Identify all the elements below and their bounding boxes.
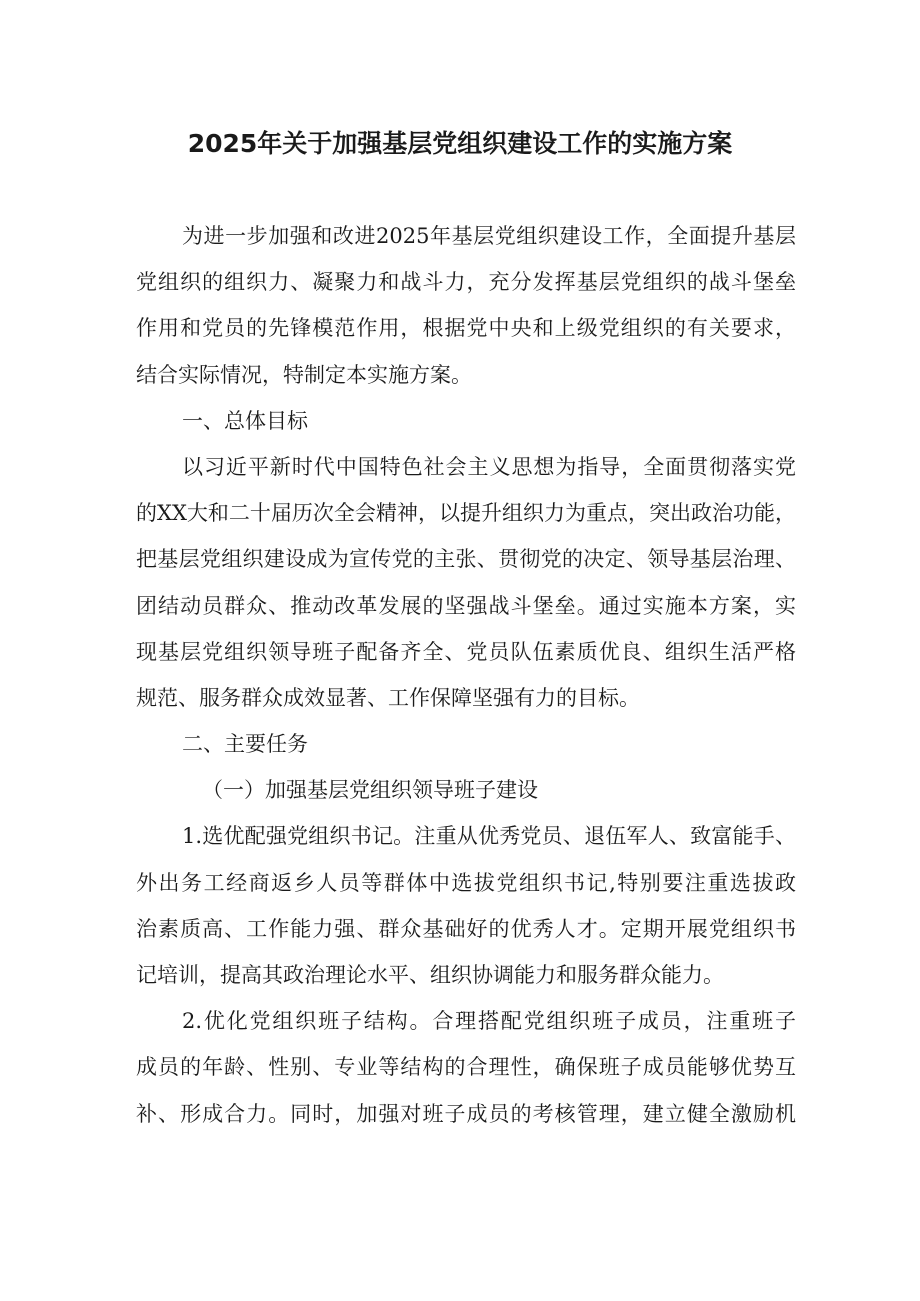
paragraph-line: 结合实际情况，特制定本实施方案。 [136, 362, 472, 387]
paragraph-line: 规范、服务群众成效显著、工作保障坚强有力的目标。 [136, 685, 640, 710]
paragraph-line: 记培训，提高其政治理论水平、组织协调能力和服务群众能力。 [136, 963, 724, 987]
paragraph-line: 补、形成合力。同时，加强对班子成员的考核管理，建立健全激励机 [136, 1101, 796, 1126]
paragraph-line: 把基层党组织建设成为宣传党的主张、贯彻党的决定、领导基层治理、 [136, 547, 796, 572]
paragraph-line: 作用和党员的先锋模范作用，根据党中央和上级党组织的有关要求， [136, 316, 796, 341]
paragraph-line: 二、主要任务 [182, 732, 308, 757]
paragraph-line: 现基层党组织领导班子配备齐全、党员队伍素质优良、组织生活严格 [136, 639, 796, 664]
paragraph-line: （一）加强基层党组织领导班子建设 [202, 778, 538, 803]
paragraph-line: 外出务工经商返乡人员等群体中选拔党组织书记,特别要注重选拔政 [136, 870, 796, 895]
paragraph-line: 党组织的组织力、凝聚力和战斗力，充分发挥基层党组织的战斗堡垒 [136, 270, 796, 295]
paragraph-line: 1.选优配强党组织书记。注重从优秀党员、退伍军人、致富能手、 [182, 824, 796, 849]
paragraph-line: 的XX大和二十届历次全会精神，以提升组织力为重点，突出政治功能， [136, 501, 796, 526]
paragraph-line: 一、总体目标 [182, 408, 308, 433]
document-title: 2025年关于加强基层党组织建设工作的实施方案 [187, 129, 733, 158]
document-body [136, 213, 796, 1137]
paragraph-line: 为进一步加强和改进2025年基层党组织建设工作，全面提升基层 [182, 224, 796, 248]
paragraph-line: 团结动员群众、推动改革发展的坚强战斗堡垒。通过实施本方案，实 [136, 593, 796, 618]
paragraph-line: 治素质高、工作能力强、群众基础好的优秀人才。定期开展党组织书 [136, 916, 796, 941]
paragraph-line: 以习近平新时代中国特色社会主义思想为指导，全面贯彻落实党 [182, 454, 796, 479]
paragraph-line: 2.优化党组织班子结构。合理搭配党组织班子成员，注重班子 [182, 1009, 796, 1034]
paragraph-line: 成员的年龄、性别、专业等结构的合理性，确保班子成员能够优势互 [136, 1055, 796, 1080]
